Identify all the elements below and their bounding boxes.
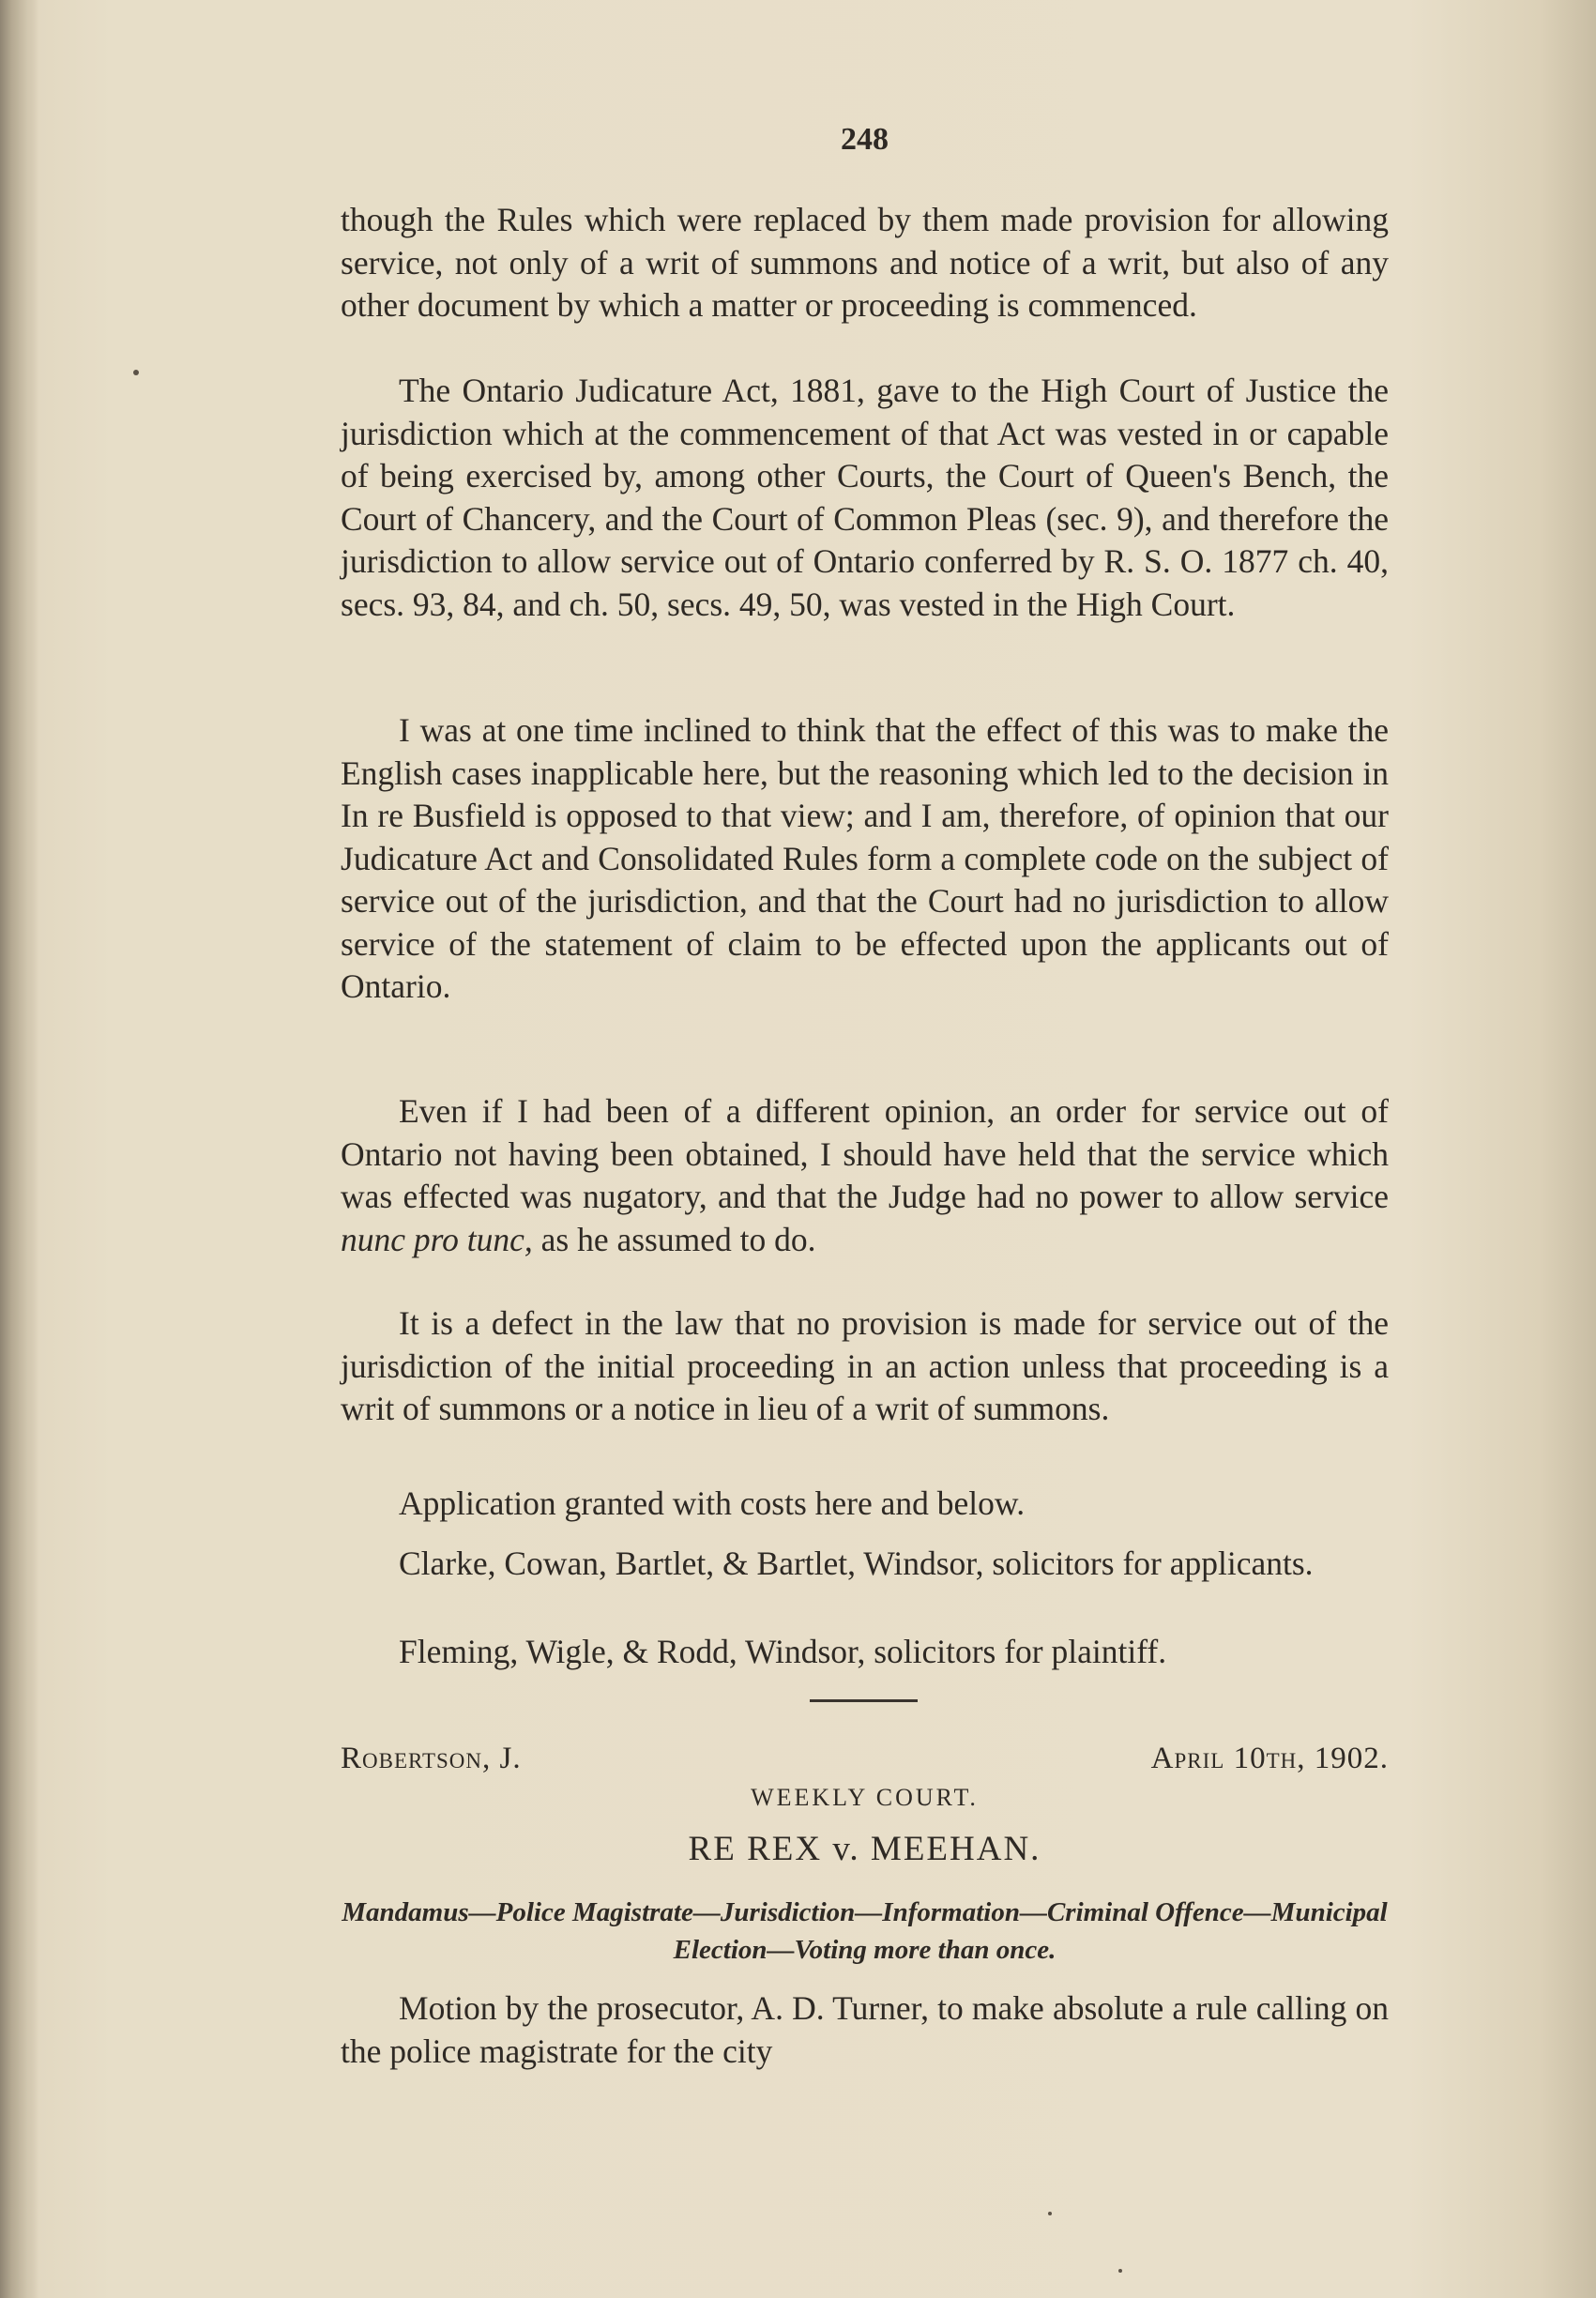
paper-speck xyxy=(1118,2269,1122,2273)
section-divider xyxy=(810,1699,918,1702)
paragraph-judicature-act: The Ontario Judicature Act, 1881, gave to the High Court of Justice the jurisdiction which at the commencement of that Act was vested in or capable of being exercised by, among other Courts, the Court of Queen's Bench, the Court of Chancery, and the Court of Common Pleas (sec. 9), and therefore the jurisdiction to allow service out of Ontario conferred by R. S. O. 1877 ch. 40, secs. 93, 84, and ch. 50, secs. 49, 50, was vested in the High Court. xyxy=(341,372,1389,623)
paragraph-english-cases: I was at one time inclined to think that the effect of this was to make the English cases inapplicable here, but the reasoning which led to the decision in In re Busfield is opposed to that view; and I am, therefore, of opinion that our Judicature Act and Consolidated Rules form a complete code on the subject of service out of the jurisdiction, and that the Court had no jurisdiction to allow service of the statement of claim to be effected upon the applicants out of Ontario. xyxy=(341,711,1389,1005)
applicants-solicitors: Clarke, Cowan, Bartlet, & Bartlet, Windsor, solicitors for applicants. xyxy=(399,1545,1314,1582)
headnote: Mandamus—Police Magistrate—Jurisdiction—Information—Criminal Offence—Municipal Election—Voting more than once. xyxy=(342,1897,1388,1965)
case-byline xyxy=(341,1738,1389,1781)
paper-speck xyxy=(133,370,139,375)
opening-paragraph: Motion by the prosecutor, A. D. Turner, to make absolute a rule calling on the police magistrate for the city xyxy=(341,1989,1389,2070)
paragraph-defect: It is a defect in the law that no provision is made for service out of the jurisdiction of the initial proceeding in an action unless that proceeding is a writ of summons or a notice in lieu of a writ of summons. xyxy=(341,1304,1389,1427)
paper-speck xyxy=(1048,2212,1052,2215)
judge-name: Robertson, J. xyxy=(341,1742,522,1775)
court-name: WEEKLY COURT. xyxy=(751,1784,979,1811)
case-title: RE REX v. MEEHAN. xyxy=(688,1830,1041,1868)
decision-date: April 10th, 1902. xyxy=(1150,1742,1389,1775)
paragraph-different-opinion-text: Even if I had been of a different opinion, an order for service out of Ontario not having been obtained, I should have held that the service which was effected was nugatory, and that the Judge had no power to allow service xyxy=(341,1092,1389,1215)
page-number: 248 xyxy=(841,122,889,157)
paragraph-continuation: though the Rules which were replaced by them made provision for allowing service, not only of a writ of summons and notice of a writ, but also of any other document by which a matter or proceeding is commenced. xyxy=(341,201,1389,324)
disposition: Application granted with costs here and below. xyxy=(399,1484,1026,1522)
latin-phrase: nunc pro tunc, xyxy=(341,1220,533,1258)
plaintiff-solicitors: Fleming, Wigle, & Rodd, Windsor, solicitors for plaintiff. xyxy=(399,1633,1167,1670)
binding-gutter xyxy=(0,0,39,2298)
paragraph-different-opinion xyxy=(341,1090,1389,1261)
paragraph-different-opinion-tail: as he assumed to do. xyxy=(532,1220,816,1258)
